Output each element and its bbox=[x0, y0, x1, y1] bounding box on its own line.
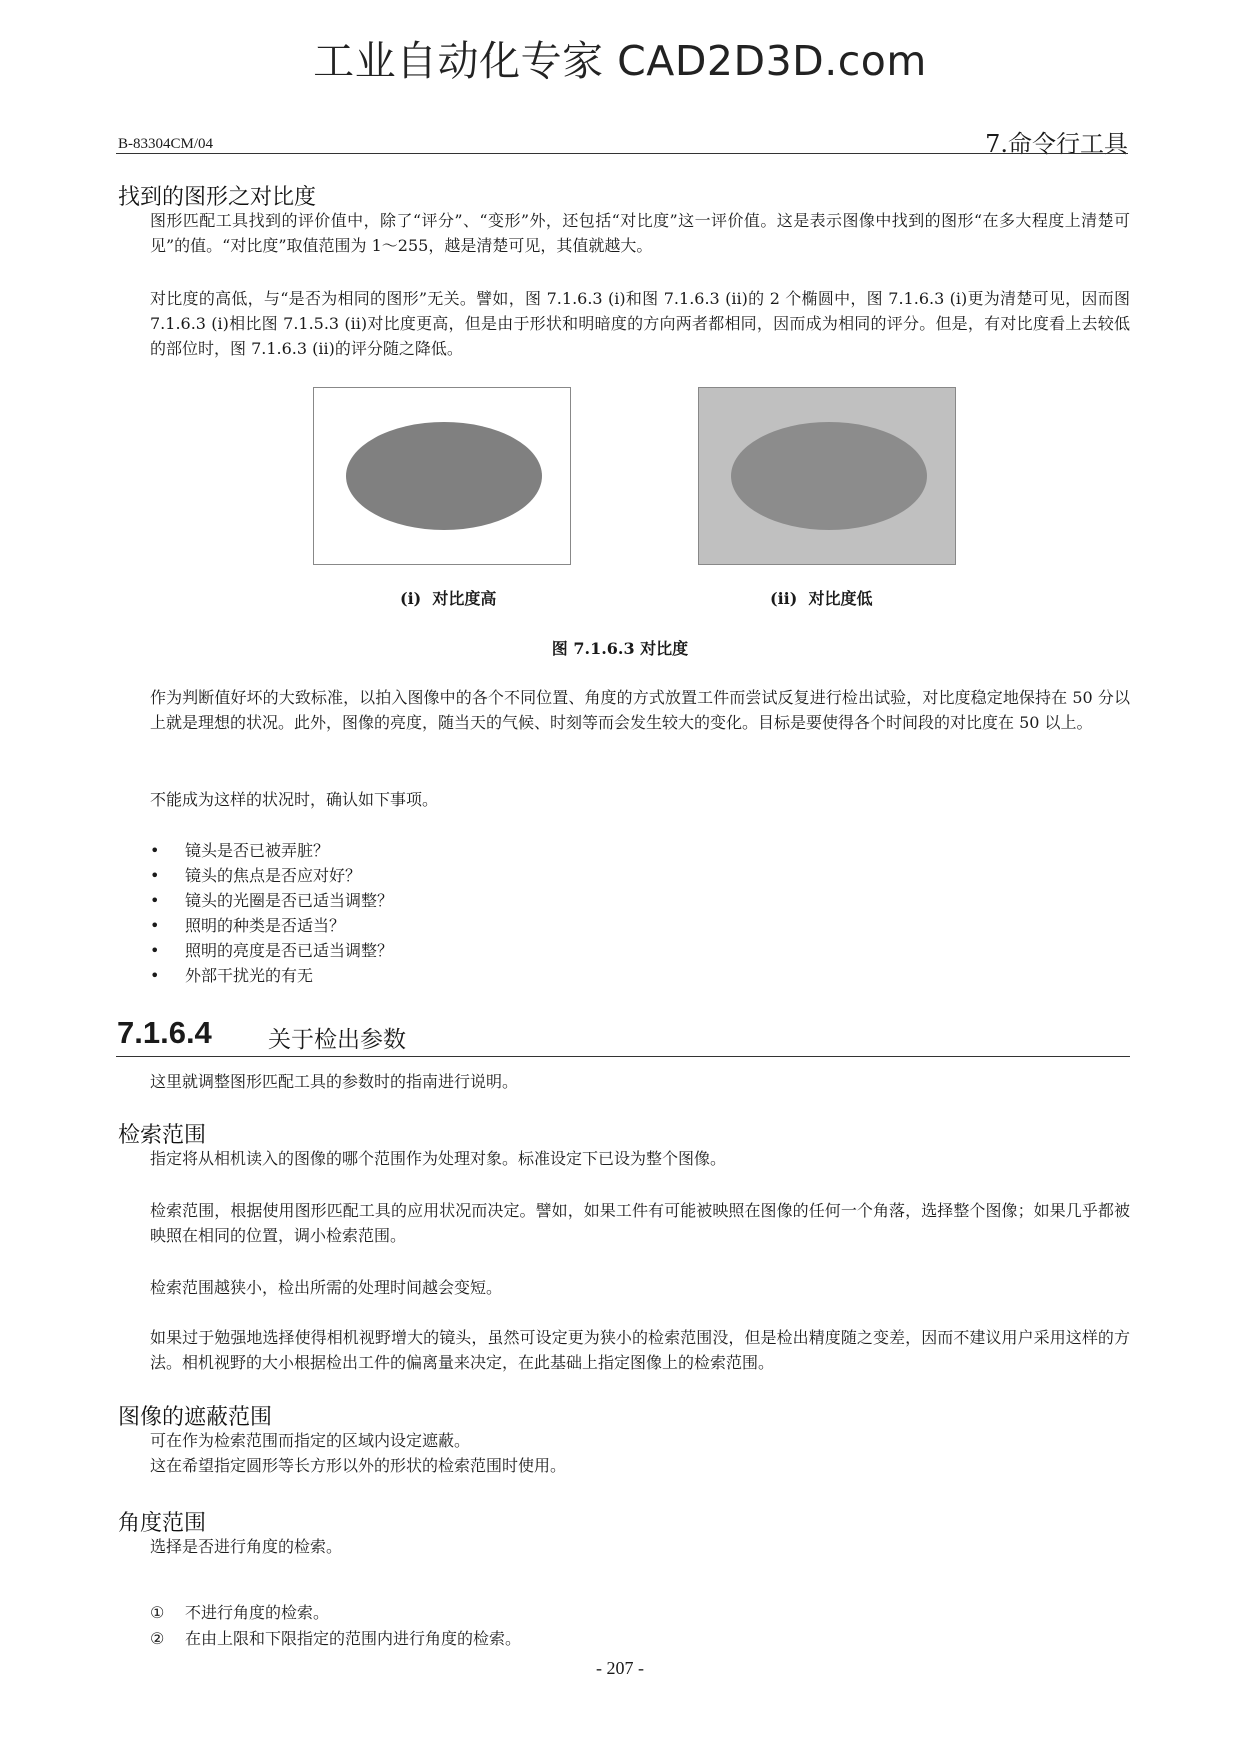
chapter-title: 7.命令行工具 bbox=[985, 130, 1128, 158]
list-item: • 镜头的焦点是否应对好？ bbox=[150, 863, 393, 888]
item-number: ① bbox=[150, 1603, 165, 1622]
caption-high-num: (i) bbox=[400, 589, 422, 608]
para-params-intro: 这里就调整图形匹配工具的参数时的指南进行说明。 bbox=[150, 1072, 519, 1091]
caption-low-contrast bbox=[770, 586, 872, 609]
section-title: 关于检出参数 bbox=[268, 1027, 406, 1053]
para-contrast-2: 对比度的高低，与“是否为相同的图形”无关。譬如，图 7.1.6.3 (i)和图 7.1.6.3 (ii)的 2 个椭圆中，图 7.1.6.3 (i)更为清楚可见，因而图 7.1.6.3 (i)相比图 7.1.5.3 (ii)对比度更高，但是由于形状和明暗度的方向两者都相同，因而成为相同的评分。但是，有对比度看上去较低的部位时，图 7.1.6.3 (ii)的评分随之降低。 bbox=[150, 289, 1130, 358]
site-banner: 工业自动化专家 CAD2D3D.com bbox=[313, 37, 927, 85]
heading-contrast: 找到的图形之对比度 bbox=[118, 185, 317, 210]
ellipse-high-contrast bbox=[346, 422, 542, 530]
list-item: • 照明的亮度是否已适当调整？ bbox=[150, 938, 393, 963]
figure-title: 图 7.1.6.3 对比度 bbox=[551, 639, 689, 658]
para-search-2: 检索范围，根据使用图形匹配工具的应用状况而决定。譬如，如果工件有可能被映照在图像的任何一个角落，选择整个图像；如果几乎都被映照在相同的位置，调小检索范围。 bbox=[150, 1201, 1130, 1245]
item-text: 在由上限和下限指定的范围内进行角度的检索。 bbox=[185, 1629, 522, 1648]
page-number: - 207 - bbox=[596, 1658, 644, 1678]
list-item: • 外部干扰光的有无 bbox=[150, 963, 393, 988]
heading-mask-range: 图像的遮蔽范围 bbox=[118, 1405, 273, 1430]
para-contrast-4: 不能成为这样的状况时，确认如下事项。 bbox=[150, 790, 439, 809]
caption-high-contrast bbox=[400, 586, 496, 609]
ellipse-low-contrast bbox=[731, 422, 927, 530]
para-mask-2: 这在希望指定圆形等长方形以外的形状的检索范围时使用。 bbox=[150, 1456, 567, 1475]
para-search-1: 指定将从相机读入的图像的哪个范围作为处理对象。标准设定下已设为整个图像。 bbox=[150, 1149, 727, 1168]
para-angle-1: 选择是否进行角度的检索。 bbox=[150, 1537, 343, 1556]
header-rule bbox=[116, 153, 1128, 154]
item-text: 不进行角度的检索。 bbox=[185, 1603, 330, 1622]
checklist bbox=[150, 838, 393, 988]
para-search-4: 如果过于勉强地选择使得相机视野增大的镜头，虽然可设定更为狭小的检索范围没，但是检出精度随之变差，因而不建议用户采用这样的方法。相机视野的大小根据检出工件的偏离量来决定，在此基础上指定图像上的检索范围。 bbox=[150, 1328, 1130, 1372]
figure-low-contrast bbox=[698, 387, 956, 565]
section-number: 7.1.6.4 bbox=[117, 1015, 212, 1050]
angle-options bbox=[150, 1600, 521, 1652]
para-contrast-3: 作为判断值好坏的大致标准，以拍入图像中的各个不同位置、角度的方式放置工件而尝试反复进行检出试验，对比度稳定地保持在 50 分以上就是理想的状况。此外，图像的亮度，随当天的气候、时刻等而会发生较大的变化。目标是要使得各个时间段的对比度在 50 以上。 bbox=[150, 688, 1130, 732]
list-item bbox=[150, 1626, 521, 1652]
heading-angle-range: 角度范围 bbox=[118, 1511, 207, 1536]
list-item: • 镜头的光圈是否已适当调整？ bbox=[150, 888, 393, 913]
caption-low-num: (ii) bbox=[770, 589, 798, 608]
caption-low-text: 对比度低 bbox=[808, 589, 873, 608]
item-number: ② bbox=[150, 1629, 165, 1648]
list-item bbox=[150, 1600, 521, 1626]
list-item: • 镜头是否已被弄脏？ bbox=[150, 838, 393, 863]
doc-code: B-83304CM/04 bbox=[118, 136, 214, 152]
para-contrast-1: 图形匹配工具找到的评价值中，除了“评分”、“变形”外，还包括“对比度”这一评价值。这是表示图像中找到的图形“在多大程度上清楚可见”的值。“对比度”取值范围为 1～255，越是清楚可见，其值就越大。 bbox=[150, 211, 1130, 255]
caption-high-text: 对比度高 bbox=[432, 589, 497, 608]
heading-search-range: 检索范围 bbox=[118, 1123, 207, 1148]
para-search-3: 检索范围越狭小，检出所需的处理时间越会变短。 bbox=[150, 1278, 503, 1297]
list-item: • 照明的种类是否适当？ bbox=[150, 913, 393, 938]
section-rule bbox=[116, 1056, 1130, 1057]
figure-high-contrast bbox=[313, 387, 571, 565]
para-mask-1: 可在作为检索范围而指定的区域内设定遮蔽。 bbox=[150, 1431, 471, 1450]
